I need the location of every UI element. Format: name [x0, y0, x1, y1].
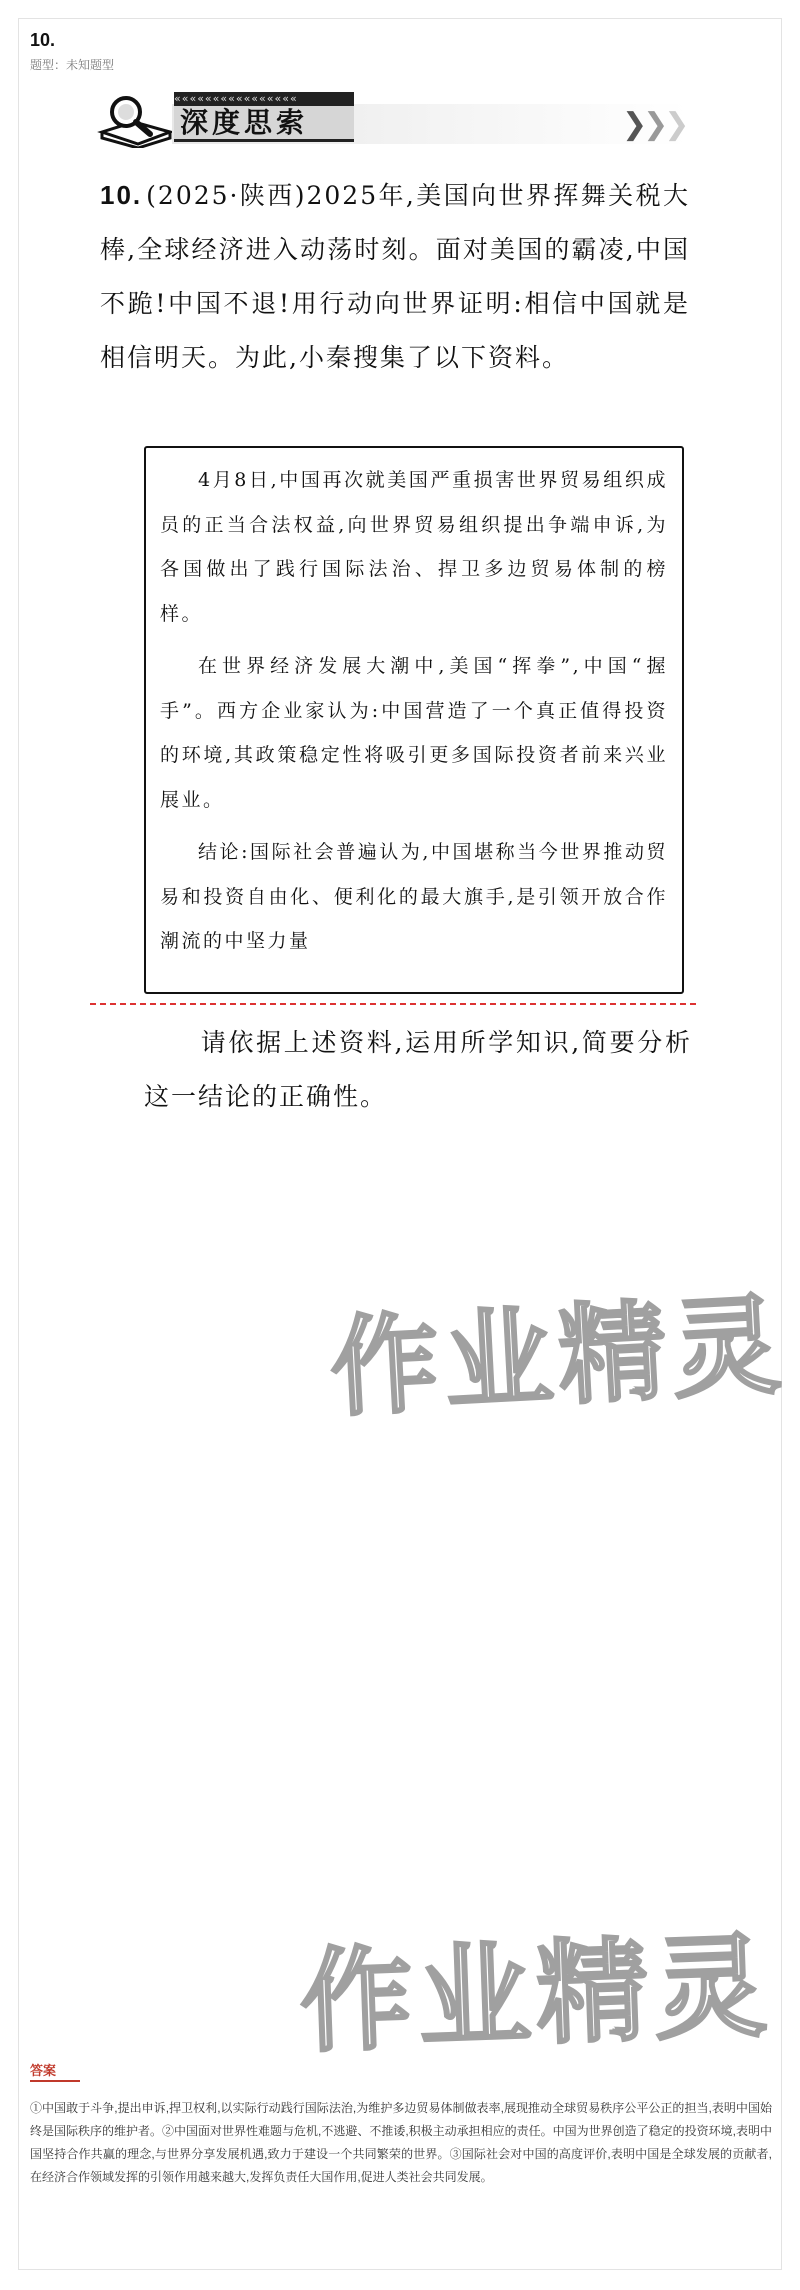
material-box	[144, 446, 684, 994]
banner-hatch: ««««««««««««««««	[174, 92, 354, 106]
section-banner	[96, 88, 688, 158]
question-prompt	[144, 1016, 692, 1124]
watermark: 作业精灵	[298, 1921, 775, 2069]
watermark: 作业精灵	[327, 1283, 790, 1432]
banner-title: 深度思索	[174, 106, 354, 142]
stem-number: 10.	[100, 180, 143, 210]
chevron-right-icon: ❯❯❯	[622, 107, 686, 142]
dashed-divider	[90, 1003, 696, 1005]
stem-text: (2025·陕西)2025年,美国向世界挥舞关税大棒,全球经济进入动荡时刻。面对美国的霸凌,中国不跪!中国不退!用行动向世界证明:相信中国就是相信明天。为此,小秦搜集了以下资料。	[100, 181, 690, 372]
question-stem	[100, 168, 690, 385]
answer-text: ①中国敢于斗争,提出申诉,捍卫权利,以实际行动践行国际法治,为维护多边贸易体制做表率,展现推动全球贸易秩序公平公正的担当,表明中国始终是国际秩序的维护者。②中国面对世界性难题与危机,不逃避、不推诿,积极主动承担相应的责任。中国为世界创造了稳定的投资环境,表明中国坚持合作共赢的理念,与世界分享发展机遇,致力于建设一个共同繁荣的世界。③国际社会对中国的高度评价,表明中国是全球发展的贡献者,在经济合作领域发挥的引领作用越来越大,发挥负责任大国作用,促进人类社会共同发展。	[30, 2101, 773, 2184]
magnifier-book-icon	[96, 92, 174, 148]
answer-label: 答案	[30, 2063, 57, 2078]
prompt-text: 请依据上述资料,运用所学知识,简要分析这一结论的正确性。	[144, 1028, 692, 1111]
material-paragraph-2: 在世界经济发展大潮中,美国“挥拳”,中国“握手”。西方企业家认为:中国营造了一个真正值得投资的环境,其政策稳定性将吸引更多国际投资者前来兴业展业。	[160, 655, 668, 811]
material-paragraph-3: 结论:国际社会普遍认为,中国堪称当今世界推动贸易和投资自由化、便利化的最大旗手,是引领开放合作潮流的中坚力量	[160, 841, 668, 952]
answer-label-underline	[30, 2080, 80, 2082]
question-number: 10.	[30, 30, 56, 50]
material-paragraph-1: 4月8日,中国再次就美国严重损害世界贸易组织成员的正当合法权益,向世界贸易组织提出争端申诉,为各国做出了践行国际法治、捍卫多边贸易体制的榜样。	[160, 469, 668, 625]
question-type-label: 题型：未知题型	[30, 58, 115, 72]
